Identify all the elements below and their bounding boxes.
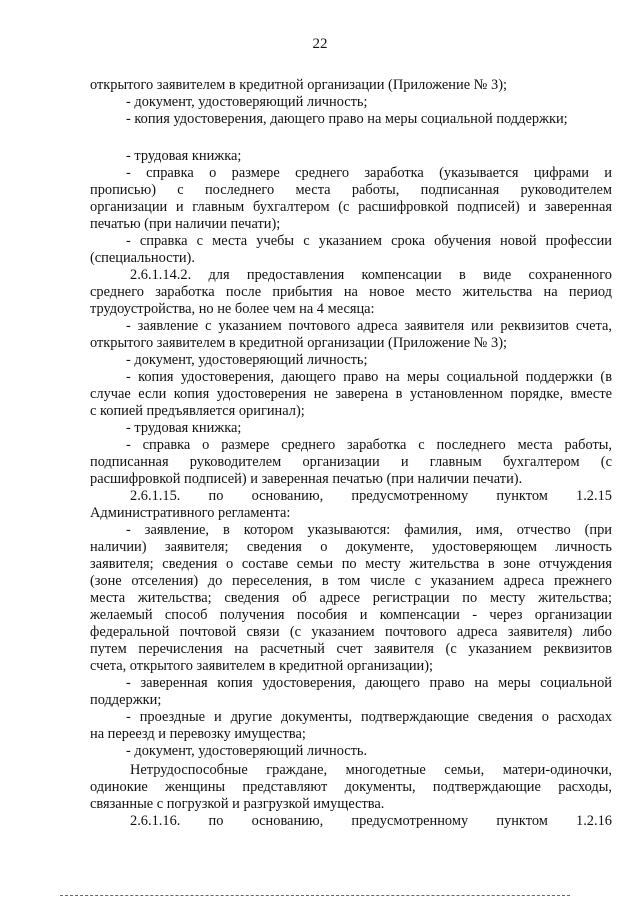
- text-line: на переезд и перевозку имущества;: [90, 726, 306, 742]
- text-line: - трудовая книжка;: [126, 148, 242, 164]
- text-line: случае если копия удостоверения не заверена в установленном порядке, вместе: [90, 386, 612, 402]
- text-line: среднего заработка после прибытия на новое место жительства на период: [90, 284, 612, 300]
- text-line: подписанная руководителем организации и главным бухгалтером (с: [90, 454, 612, 470]
- text-line: наличии) заявителя; сведения о документе, удостоверяющем личность: [90, 539, 612, 555]
- text-line: - справка с места учебы с указанием срока обучения новой профессии: [126, 233, 612, 249]
- page-bottom-edge: [60, 895, 570, 896]
- text-line: - копия удостоверения, дающего право на меры социальной поддержки (в: [126, 369, 612, 385]
- text-line: открытого заявителем в кредитной организации (Приложение № 3);: [90, 77, 507, 93]
- text-line: - документ, удостоверяющий личность;: [126, 94, 368, 110]
- text-line: - документ, удостоверяющий личность.: [126, 743, 368, 759]
- text-line: прописью) с последнего места работы, подписанная руководителем: [90, 182, 612, 198]
- text-line: (зоне отселения) до переселения, в том числе с указанием адреса прежнего: [90, 573, 612, 589]
- text-line: - трудовая книжка;: [126, 420, 242, 436]
- text-line: - документ, удостоверяющий личность;: [126, 352, 368, 368]
- text-line: - справка о размере среднего заработка с последнего места работы,: [126, 437, 612, 453]
- text-line: связанные с погрузкой и разгрузкой имущества.: [90, 796, 385, 812]
- text-line: - справка о размере среднего заработка (указывается цифрами и: [126, 165, 612, 181]
- text-line: Административного регламента:: [90, 505, 291, 521]
- text-line: организации и главным бухгалтером (с расшифровкой подписей) и заверенная: [90, 199, 612, 215]
- text-line: поддержки;: [90, 692, 162, 708]
- text-line: счета, открытого заявителем в кредитной организации);: [90, 658, 434, 674]
- text-line: - копия удостоверения, дающего право на меры социальной поддержки;: [126, 111, 568, 127]
- text-line: Нетрудоспособные граждане, многодетные семьи, матери-одиночки,: [130, 762, 612, 778]
- text-line: открытого заявителем в кредитной организации (Приложение № 3);: [90, 335, 507, 351]
- text-line: с копией предъявляется оригинал);: [90, 403, 305, 419]
- text-line: 2.6.1.15. по основанию, предусмотренному пунктом 1.2.15: [130, 488, 612, 504]
- text-line: путем перечисления на расчетный счет заявителя (с указанием реквизитов: [90, 641, 612, 657]
- text-line: - заверенная копия удостоверения, дающего право на меры социальной: [126, 675, 612, 691]
- text-line: 2.6.1.14.2. для предоставления компенсации в виде сохраненного: [130, 267, 612, 283]
- text-line: 2.6.1.16. по основанию, предусмотренному пунктом 1.2.16: [130, 813, 612, 829]
- page-number: 22: [312, 36, 328, 52]
- text-line: трудоустройства, но не более чем на 4 месяца:: [90, 301, 375, 317]
- text-line: - проездные и другие документы, подтверждающие сведения о расходах: [126, 709, 612, 725]
- text-line: расшифровкой подписей) и заверенная печатью (при наличии печати).: [90, 471, 523, 487]
- text-line: места жительства; сведения об адресе регистрации по месту жительства;: [90, 590, 612, 606]
- text-line: желаемый способ получения пособия и компенсации - через организации: [90, 607, 612, 623]
- text-line: - заявление, в котором указываются: фамилия, имя, отчество (при: [126, 522, 612, 538]
- text-line: федеральной почтовой связи (с указанием почтового адреса заявителя) либо: [90, 624, 612, 640]
- text-line: заявителя; сведения о составе семьи по месту жительства в зоне отчуждения: [90, 556, 612, 572]
- text-line: - заявление с указанием почтового адреса заявителя или реквизитов счета,: [126, 318, 612, 334]
- text-line: одинокие женщины представляют документы, подтверждающие расходы,: [90, 779, 612, 795]
- text-line: печатью (при наличии печати);: [90, 216, 281, 232]
- text-line: (специальности).: [90, 250, 195, 266]
